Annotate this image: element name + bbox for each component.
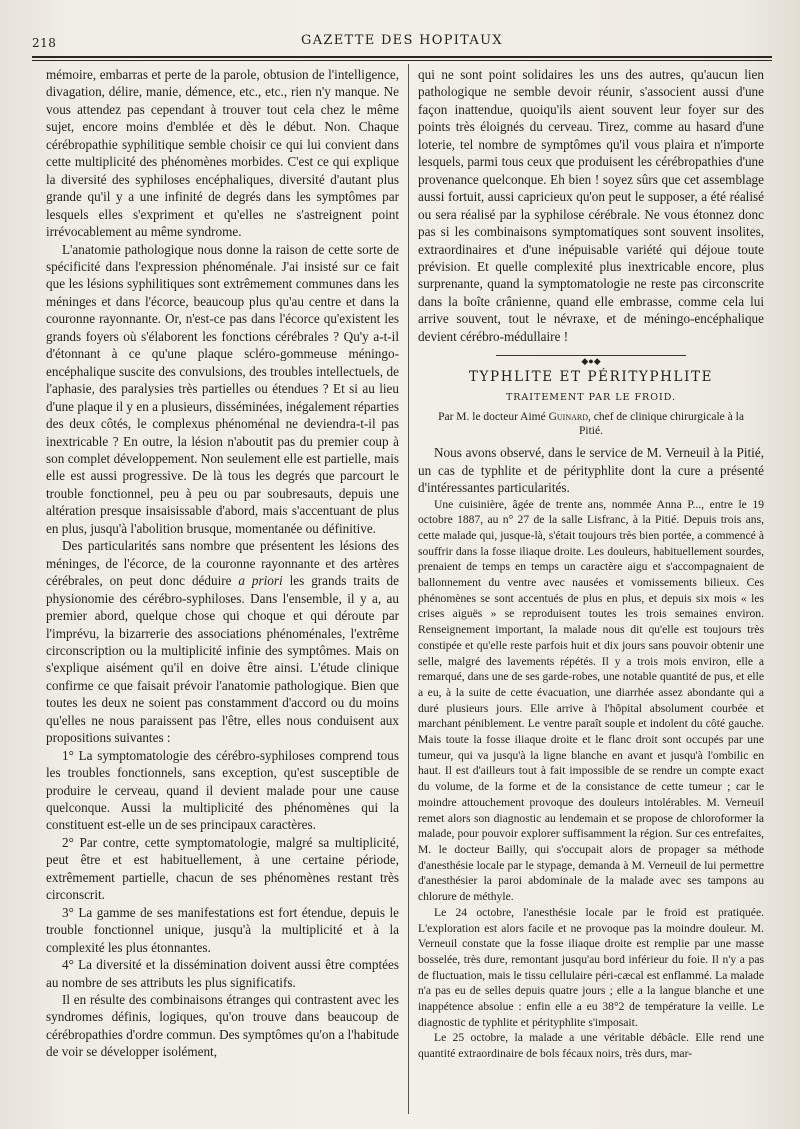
paragraph: qui ne sont point solidaires les uns des autres, qu'aucun lien pathologique ne semble devoir réunir, s'associent aussi d'une façon inattendue, quoiqu'ils aient souvent leur foyer sur des points très éloignés du cerveau. Tirez, comme au hasard d'une loterie, tel nombre de symptômes qu'il vous plaira et n'importe lesquels, parmi tous ceux que produisent les cérébropathies d'une provenance quelconque. Eh bien ! soyez sûrs que cet assemblage aussi fortuit, aussi capricieux qu'on peut le supposer, a été réalisé ou sera réalisé par la syphilose cérébrale. Ne vous étonnez donc pas si les combinaisons symptomatiques sont souvent insolites, extraordinaires et d'une inépuisable variété qui déjoue toute prévision. Et quelle complexité plus inextricable encore, plus surprenante, quand la symptomatologie ne reste pas circonscrite dans la boîte crânienne, quand elle embrasse, comme cela lui arrive souvent, tout le névraxe, et de méningo-encéphalique devient cérébro-médullaire !	[418, 67, 764, 344]
text-run: Des particularités sans nombre que présentent les lésions des méninges, de l'écorce, de la couronne rayonnante et des artères cérébrales, on peut donc déduire	[46, 538, 399, 589]
paragraph: Nous avons observé, dans le service de M. Verneuil à la Pitié, un cas de typhlite et de pérityphlite dont la cure a présenté d'intéressantes particularités.	[418, 445, 764, 496]
paragraph: mémoire, embarras et perte de la parole, obtusion de l'intelligence, divagation, délire, manie, démence, etc., etc., rien n'y manque. Ne vous attendez pas cependant à trouver tout cela chez le même sujet, encore moins d'emblée et dès le début. Non. Chaque cérébropathie syphilitique semble choisir ce qui lui convient dans cette multiplicité des phénomènes morbides. C'est ce qui explique la diversité des syphiloses encéphaliques, diversité d'autant plus grande qu'il y a une infinité de degrés dans les symptômes par lesquels elles s'expriment et qu'elles ne s'astreignent point irrévocablement au même syndrome.	[46, 67, 399, 240]
column-divider	[408, 64, 409, 1114]
article-title: TYPHLITE ET PÉRITYPHLITE	[468, 369, 714, 386]
numbered-proposition: 4° La diversité et la dissémination doivent aussi être comptées au nombre de ses attributs les plus significatifs.	[46, 957, 399, 990]
author-suffix: , chef de clinique chirurgicale à la Pitié.	[579, 411, 744, 438]
page-number: 218	[32, 36, 57, 50]
numbered-proposition: 1° La symptomatologie des cérébro-syphiloses comprend tous les troubles fonctionnels, sans exception, qu'est susceptible de produire le cerveau, quand il devient malade pour une cause quelconque. Aussi la multiplicité des phénomènes qui la constituent est-elle un de ses principaux caractères.	[46, 747, 399, 833]
case-paragraph: Le 25 octobre, la malade a une véritable débâcle. Elle rend une quantité extraordinaire de bols fécaux noirs, très durs, mar-	[418, 1031, 764, 1061]
section-separator	[418, 351, 764, 367]
author-name: Guinard	[548, 411, 588, 424]
ornament-icon: ◆●◆	[577, 356, 604, 366]
page-header	[32, 30, 772, 54]
case-paragraph: Une cuisinière, âgée de trente ans, nommée Anna P..., entre le 19 octobre 1887, au n° 27 de la salle Lisfranc, à la Pitié. Depuis trois ans, cette malade qui, jusque-là, s'était toujours très bien portée, a commencé à souffrir dans la fosse iliaque droite. Les douleurs, habituellement sourdes, prenaient de temps en temps un caractère aigu et s'accompagnaient de ballonnement du ventre avec nausées et vomissements bilieux. Ces phénomènes se sont accentués de plus en plus, et depuis six mois « les crises aiguës » se reproduisent toutes les trois semaines environ. Renseignement important, la malade nous dit qu'elle est toujours très constipée et qu'elle reste parfois huit et dix jours sans pouvoir obtenir une selle, malgré des lavements répétés. Il y a trois mois environ, elle a remarqué, dans une de ses garde-robes, une notable quantité de pus, et elle a eu, à la suite de cette évacuation, une diarrhée assez abondante qui a duré plusieurs jours. Elle arrive à l'hôpital absolument courbée et marchant péniblement. Le ventre paraît souple et indolent du côté gauche. Mais toute la fosse iliaque droite et le flanc droit sont occupés par une tumeur, qui va jusqu'à la ligne blanche en avant et jusqu'à l'ombilic en haut. Il est d'ailleurs tout à fait impossible de se rendre un compte exact du volume, de la forme et de la consistance de cette tumeur ; car le moindre attouchement provoque des douleurs intolérables. M. Verneuil remet alors son diagnostic au lendemain et se propose de chloroformer la malade, pour pouvoir explorer suffisamment la région. Sur ces entrefaites, M. le docteur Bailly, qui s'occupait alors de propager sa méthode d'anesthésie locale par le stypage, demanda à M. Verneuil de lui permettre d'anesthésier la paroi abdominale de la malade avec ses tampons au chlorure de méthyle.	[418, 497, 764, 904]
running-title: GAZETTE DES HOPITAUX	[301, 33, 503, 48]
left-column	[46, 66, 399, 1116]
italic-text: a priori	[238, 573, 283, 589]
article-author	[426, 410, 756, 438]
author-prefix: Par M. le docteur Aimé	[438, 411, 549, 424]
case-paragraph: Le 24 octobre, l'anesthésie locale par le froid est pratiquée. L'exploration est alors facile et ne provoque pas la moindre douleur. M. Verneuil constate que la fosse iliaque droite est remplie par une masse bosselée, très dure, remontant jusqu'au bord inférieur du foie. Il n'y a pas de fluctuation, mais le tissu cellulaire péri-cæcal est enflammé. La malade n'a pas eu de selles depuis quatre jours ; elle a la langue blanche et une inappétence absolue : enfin elle a eu 38°2 de température la veille. Le diagnostic de typhlite et pérityphlite s'imposait.	[418, 905, 764, 1029]
paragraph: L'anatomie pathologique nous donne la raison de cette sorte de spécificité dans l'expression phénoménale. J'ai insisté sur ce fait que les lésions syphilitiques sont extrêmement communes dans les méninges et dans l'écorce, beaucoup plus qu'au centre et dans la couronne rayonnante. Or, n'est-ce pas dans l'écorce qu'existent les grands foyers où s'élaborent les fonctions cérébrales ? Qu'y a-t-il d'étonnant à ce qu'une plaque scléro-gommeuse méningo-encéphalique suscite des convulsions, des troubles intellectuels, de l'aphasie, des paralysies très partielles ou étendues ? Et si au lieu d'une plaque il y en a plusieurs, disséminées, inégalement réparties des deux côtés, le complexus phénoménal ne deviendra-t-il pas inextricable ? En outre, la lésion n'aboutit pas du premier coup à son complet développement. Non seulement elle est partielle, mais elle est aussi progressive. De là tous les degrés que parcourt le trouble fonctionnel, peu à peu ou par soubresauts, depuis une altération presque insaisissable d'abord, mais s'accentuant de plus en plus, jusqu'à l'abolition brusque, momentanée ou définitive.	[46, 241, 399, 536]
numbered-proposition: 2° Par contre, cette symptomatologie, malgré sa multiplicité, peut être et est habituellement, à une certaine période, extrêmement partielle, chacun de ses phénomènes restant très circonscrit.	[46, 834, 399, 903]
text-run: les grands traits de physionomie des cérébro-syphiloses. Dans l'ensemble, il y a, au premier abord, quelque chose qui choque et qui déroute par l'imprévu, la bizarrerie des associations phénoménales, l'extrême circonscription ou la multiplicité infinie des symptômes. Mais on s'explique aisément qu'il en doive être ainsi. L'étude clinique confirme ce que faisait prévoir l'anatomie pathologique. Bien que toutes les deux ne soient pas constamment d'accord ou du moins qu'elles ne nous paraissent pas l'être, elles nous conduisent aux propositions suivantes :	[46, 573, 399, 746]
header-rule	[32, 56, 772, 61]
paragraph	[46, 537, 399, 746]
right-column	[418, 66, 764, 1116]
paragraph: Il en résulte des combinaisons étranges qui contrastent avec les syndromes définis, logiques, qu'on trouve dans beaucoup de cérébropathies d'ordre commun. Des symptômes qu'on a l'habitude de voir se développer isolément,	[46, 992, 399, 1060]
article-subtitle: TRAITEMENT PAR LE FROID.	[505, 391, 677, 403]
numbered-proposition: 3° La gamme de ses manifestations est fort étendue, depuis le trouble fonctionnel unique, jusqu'à la multiplicité et à la complexité les plus étonnantes.	[46, 904, 399, 955]
